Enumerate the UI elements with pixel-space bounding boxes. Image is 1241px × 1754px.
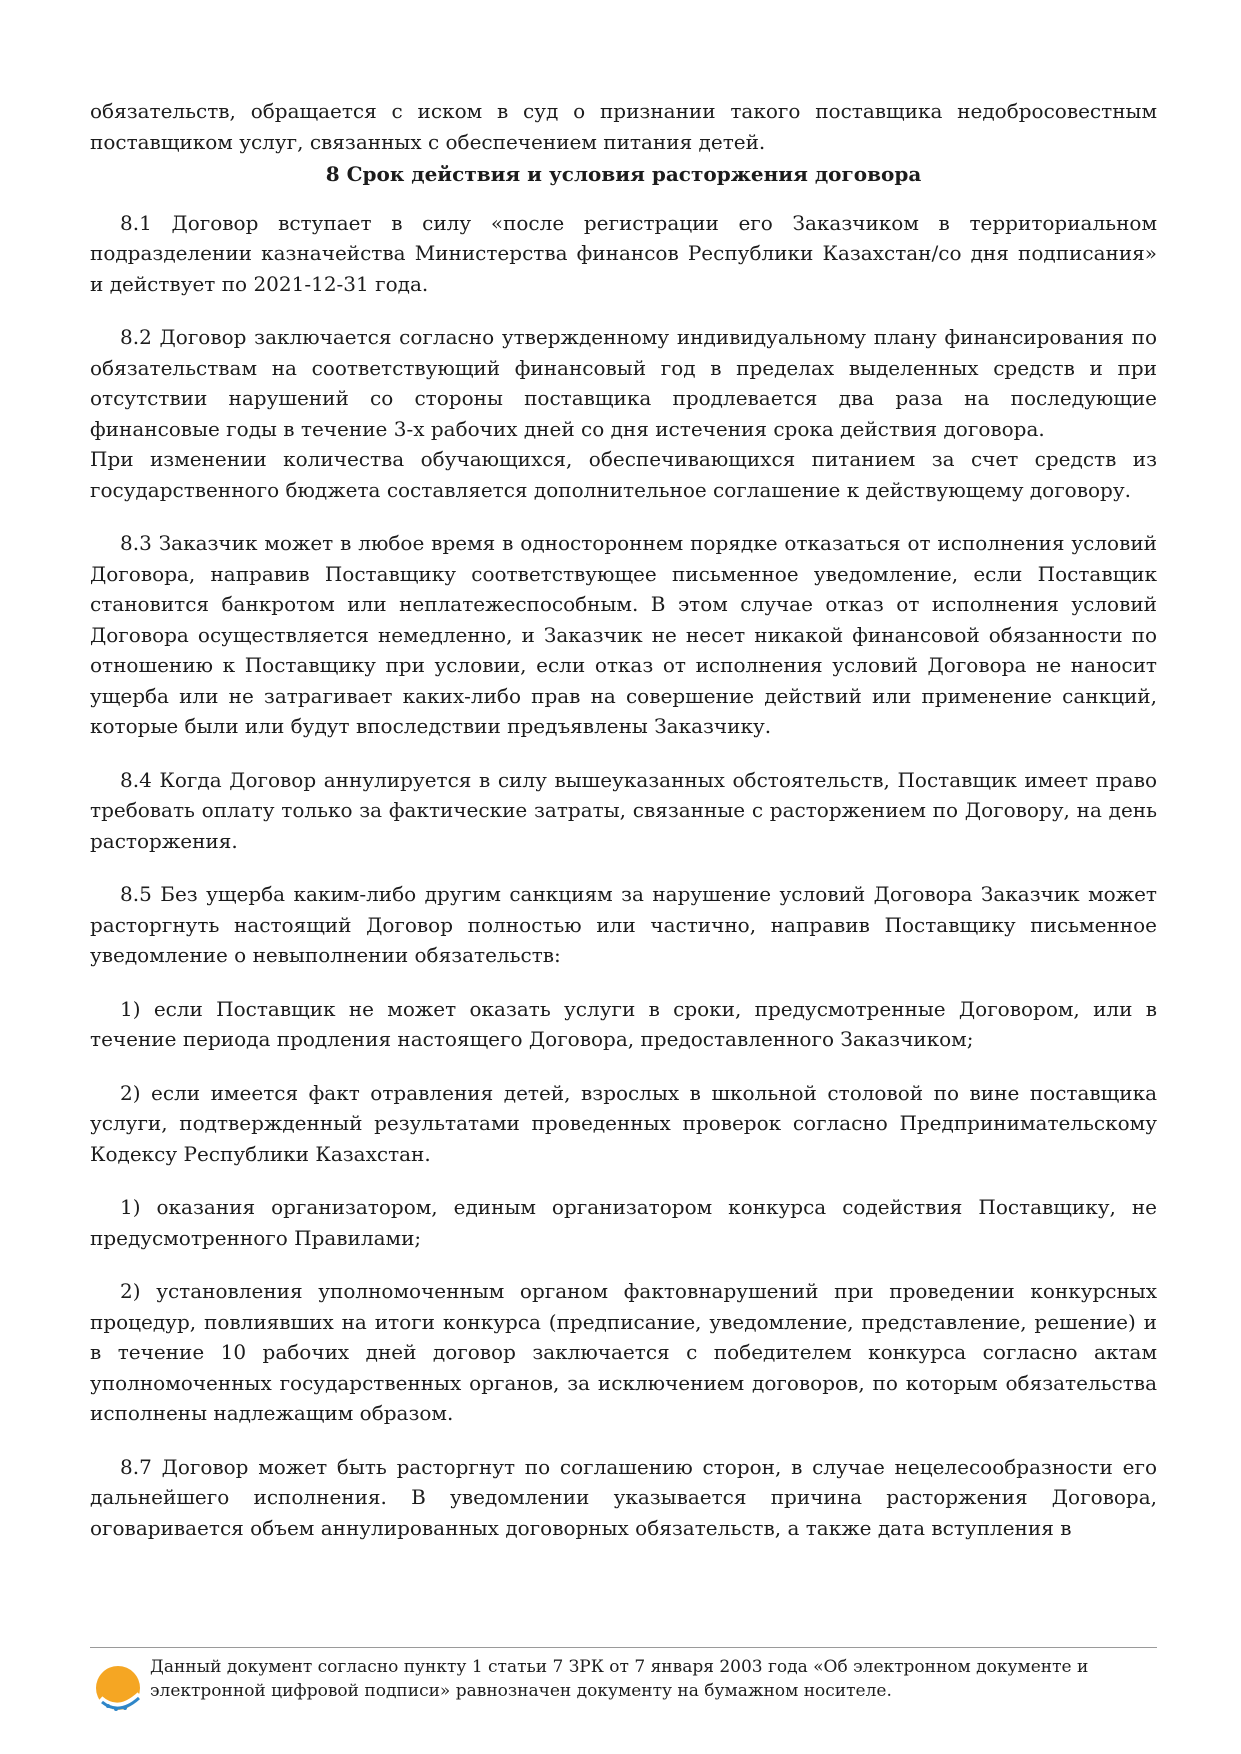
paragraph-continuation: обязательств, обращается с иском в суд о признании такого поставщика недобросовестным поставщиком услуг, связанных с обеспечением питания детей. [90, 99, 1157, 154]
footer-divider [90, 1647, 1157, 1648]
list-item-2-b: 2) установления уполномоченным органом фактовнарушений при проведении конкурсных процедур, повлиявших на итоги конкурса (предписание, уведомление, представление, решение) и в течение 10 рабочих дней договор заключается с победителем конкурса согласно актам уполномоченных государственных органов, за исключением договоров, по которым обязательства исполнены надлежащим образом. [90, 1279, 1157, 1425]
paragraph-8-3: 8.3 Заказчик может в любое время в одностороннем порядке отказаться от исполнения условий Договора, направив Поставщику соответствующее письменное уведомление, если Поставщик становится банкротом или неплатежеспособным. В этом случае отказ от исполнения условий Договора осуществляется немедленно, и Заказчик не несет никакой финансовой обязанности по отношению к Поставщику при условии, если отказ от исполнения условий Договора не наносит ущерба или не затрагивает каких-либо прав на совершение действий или применение санкций, которые были или будут впоследствии предъявлены Заказчику. [90, 531, 1157, 738]
paragraph-8-4: 8.4 Когда Договор аннулируется в силу вышеуказанных обстоятельств, Поставщик имеет право требовать оплату только за фактические затраты, связанные с расторжением по Договору, на день расторжения. [90, 767, 1157, 853]
footer [90, 1651, 1157, 1721]
list-item-1: 1) если Поставщик не может оказать услуги в сроки, предусмотренные Договором, или в течение периода продления настоящего Договора, предоставленного Заказчиком; [90, 996, 1157, 1051]
section-heading: 8 Срок действия и условия расторжения договора [325, 162, 922, 186]
document-body [90, 96, 1157, 1543]
list-item-1-b: 1) оказания организатором, единым организатором конкурса содействия Поставщику, не предусмотренного Правилами; [90, 1195, 1157, 1250]
paragraph-8-5: 8.5 Без ущерба каким-либо другим санкциям за нарушение условий Договора Заказчик может расторгнуть настоящий Договор полностью или частично, направив Поставщику письменное уведомление о невыполнении обязательств: [90, 882, 1157, 967]
paragraph-8-7: 8.7 Договор может быть расторгнут по соглашению сторон, в случае нецелесообразности его дальнейшего исполнения. В уведомлении указывается причина расторжения Договора, оговаривается объем аннулированных договорных обязательств, а также дата вступления в [90, 1454, 1157, 1540]
footer-legal-notice: Данный документ согласно пункту 1 статьи 7 ЗРК от 7 января 2003 года «Об электронном документе и электронной цифровой подписи» равнозначен документу на бумажном носителе. [150, 1657, 1089, 1701]
paragraph-8-2: 8.2 Договор заключается согласно утвержденному индивидуальному плану финансирования по обязательствам на соответствующий финансовый год в пределах выделенных средств и при отсутствии нарушений со стороны поставщика продлевается два раза на последующие финансовые годы в течение 3-х рабочих дней со дня истечения срока действия договора. [90, 325, 1157, 441]
list-item-2: 2) если имеется факт отравления детей, взрослых в школьной столовой по вине поставщика услуги, подтвержденный результатами проведенных проверок согласно Предпринимательскому Кодексу Республики Казахстан. [90, 1080, 1157, 1166]
paragraph-8-2-continued: При изменении количества обучающихся, обеспечивающихся питанием за счет средств из государственного бюджета составляется дополнительное соглашение к действующему договору. [90, 447, 1157, 502]
edoc-logo-icon [92, 1661, 146, 1715]
paragraph-8-1: 8.1 Договор вступает в силу «после регистрации его Заказчиком в территориальном подразделении казначейства Министерства финансов Республики Казахстан/со дня подписания» и действует по 2021-12-31 года. [90, 210, 1157, 296]
